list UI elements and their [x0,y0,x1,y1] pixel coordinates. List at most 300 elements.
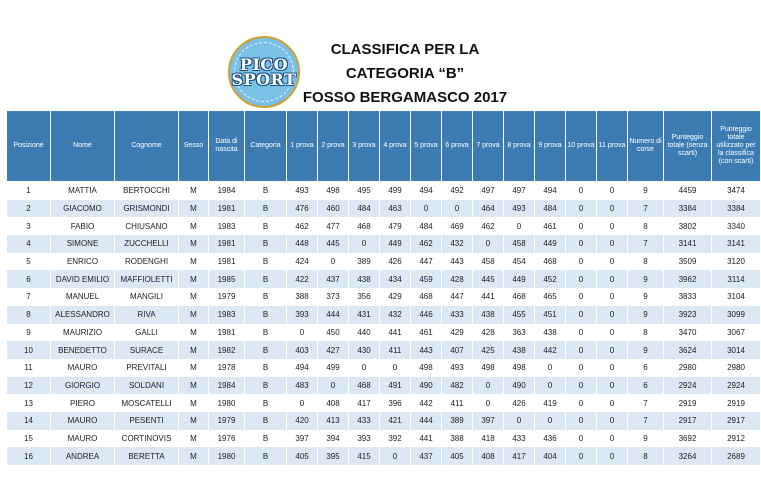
table-cell: 444 [318,306,349,324]
table-cell: 2924 [712,377,761,395]
table-cell: B [245,324,287,342]
table-cell: B [245,306,287,324]
table-cell: 0 [597,306,628,324]
table-cell: 3833 [664,288,712,306]
table-cell: 493 [442,359,473,377]
table-cell: 9 [628,182,664,200]
table-cell: 0 [504,217,535,235]
table-cell: B [245,359,287,377]
table-cell: 2912 [712,430,761,448]
table-cell: 8 [628,253,664,271]
table-cell: 0 [535,412,566,430]
table-cell: 0 [566,324,597,342]
pico-sport-logo [228,36,300,108]
table-cell: 476 [287,200,318,218]
table-cell: 1979 [209,288,245,306]
table-cell: 3509 [664,253,712,271]
table-cell: B [245,430,287,448]
table-row [7,200,761,218]
table-cell: 413 [318,412,349,430]
table-cell: 392 [380,430,411,448]
table-cell: 363 [504,324,535,342]
table-cell: 2980 [664,359,712,377]
column-header: 2 prova [318,111,349,182]
table-cell: 454 [504,253,535,271]
column-header: 3 prova [349,111,380,182]
table-cell: 477 [318,217,349,235]
table-cell: 497 [504,182,535,200]
table-cell: 3802 [664,217,712,235]
table-cell: PESENTI [115,412,179,430]
table-cell: 0 [597,447,628,465]
table-cell: 2917 [712,412,761,430]
table-cell: GRISMONDI [115,200,179,218]
table-cell: M [179,200,209,218]
table-cell: 484 [411,217,442,235]
title-line-3: FOSSO BERGAMASCO 2017 [302,89,508,106]
table-cell: 1981 [209,324,245,342]
table-row [7,430,761,448]
table-cell: 3141 [664,235,712,253]
table-cell: 437 [411,447,442,465]
table-cell: 498 [473,359,504,377]
table-cell: 9 [628,341,664,359]
table-cell: 450 [318,324,349,342]
table-cell: 498 [411,359,442,377]
table-cell: 1 [7,182,51,200]
table-cell: 443 [442,253,473,271]
table-cell: M [179,412,209,430]
table-cell: 431 [349,306,380,324]
table-row [7,235,761,253]
column-header: Data di nascita [209,111,245,182]
table-cell: 2924 [664,377,712,395]
table-cell: 16 [7,447,51,465]
table-cell: 0 [566,253,597,271]
table-cell: 441 [473,288,504,306]
table-cell: GIORGIO [51,377,115,395]
table-cell: M [179,447,209,465]
table-cell: 438 [349,270,380,288]
table-cell: 11 [7,359,51,377]
table-cell: 1976 [209,430,245,448]
table-cell: 3624 [664,341,712,359]
table-cell: 397 [287,430,318,448]
table-cell: M [179,217,209,235]
table-cell: 0 [380,359,411,377]
table-row [7,182,761,200]
table-cell: CORTINOVIS [115,430,179,448]
table-cell: BERETTA [115,447,179,465]
table-cell: 432 [380,306,411,324]
table-cell: 2 [7,200,51,218]
table-cell: 482 [442,377,473,395]
table-cell: 0 [504,412,535,430]
column-header: 4 prova [380,111,411,182]
table-cell: 441 [380,324,411,342]
table-cell: 451 [535,306,566,324]
table-cell: PIERO [51,394,115,412]
table-cell: 14 [7,412,51,430]
table-row [7,412,761,430]
table-cell: 0 [318,253,349,271]
table-cell: MOSCATELLI [115,394,179,412]
table-cell: 493 [287,182,318,200]
table-cell: 1980 [209,394,245,412]
table-cell: 0 [597,217,628,235]
table-row [7,359,761,377]
table-cell: 0 [566,306,597,324]
page-title [300,38,510,110]
table-cell: 443 [411,341,442,359]
table-cell: 1979 [209,412,245,430]
table-cell: 6 [628,377,664,395]
table-cell: M [179,377,209,395]
table-cell: 428 [442,270,473,288]
table-cell: 396 [380,394,411,412]
table-cell: 465 [535,288,566,306]
table-cell: 458 [473,253,504,271]
table-cell: 13 [7,394,51,412]
table-cell: MANGILI [115,288,179,306]
table-row [7,288,761,306]
table-cell: 420 [287,412,318,430]
table-cell: 0 [566,394,597,412]
table-cell: 468 [349,217,380,235]
table-cell: 2917 [664,412,712,430]
table-cell: RODENGHI [115,253,179,271]
table-cell: M [179,359,209,377]
table-cell: 0 [566,447,597,465]
table-cell: 0 [597,182,628,200]
table-cell: 0 [535,359,566,377]
table-cell: 0 [349,359,380,377]
table-cell: 499 [380,182,411,200]
table-cell: 3384 [664,200,712,218]
table-cell: MANUEL [51,288,115,306]
table-cell: 1983 [209,306,245,324]
column-header: 1 prova [287,111,318,182]
column-header: Sesso [179,111,209,182]
table-cell: B [245,447,287,465]
table-cell: ALESSANDRO [51,306,115,324]
table-cell: 7 [628,235,664,253]
table-cell: 0 [597,235,628,253]
table-cell: 463 [380,200,411,218]
table-cell: 0 [597,412,628,430]
table-cell: 461 [411,324,442,342]
table-cell: 479 [380,217,411,235]
table-cell: 2980 [712,359,761,377]
table-header-row [7,111,761,182]
table-cell: 8 [628,217,664,235]
table-cell: M [179,235,209,253]
table-cell: 460 [318,200,349,218]
table-cell: ZUCCHELLI [115,235,179,253]
table-cell: SIMONE [51,235,115,253]
table-cell: 7 [628,394,664,412]
table-cell: 7 [7,288,51,306]
title-line-1: CLASSIFICA PER LA [330,41,480,58]
table-cell: ANDREA [51,447,115,465]
table-cell: 424 [287,253,318,271]
table-cell: 9 [628,288,664,306]
column-header: Cognome [115,111,179,182]
table-cell: 408 [318,394,349,412]
table-cell: 0 [287,324,318,342]
table-cell: 0 [597,324,628,342]
table-cell: 407 [442,341,473,359]
table-cell: 408 [473,447,504,465]
table-cell: B [245,182,287,200]
table-cell: B [245,217,287,235]
table-cell: 0 [566,377,597,395]
table-cell: 8 [628,447,664,465]
table-cell: 442 [535,341,566,359]
table-cell: 494 [535,182,566,200]
table-cell: 462 [473,217,504,235]
table-cell: 0 [566,341,597,359]
table-cell: M [179,288,209,306]
table-cell: M [179,430,209,448]
table-row [7,377,761,395]
table-cell: 0 [566,288,597,306]
table-cell: 498 [318,182,349,200]
table-body [7,182,761,466]
table-cell: 3470 [664,324,712,342]
table-cell: 444 [411,412,442,430]
table-cell: BENEDETTO [51,341,115,359]
table-cell: 433 [504,430,535,448]
table-cell: 3962 [664,270,712,288]
table-cell: 7 [628,412,664,430]
table-cell: 1981 [209,253,245,271]
table-cell: 3099 [712,306,761,324]
table-cell: 1980 [209,447,245,465]
table-cell: 12 [7,377,51,395]
table-cell: 1981 [209,200,245,218]
table-cell: 491 [380,377,411,395]
table-cell: 495 [349,182,380,200]
table-cell: 0 [411,200,442,218]
table-cell: 0 [473,377,504,395]
table-cell: 0 [597,394,628,412]
table-cell: B [245,394,287,412]
column-header: Numero di corse [628,111,664,182]
table-cell: B [245,253,287,271]
table-cell: 462 [287,217,318,235]
column-header: Nome [51,111,115,182]
table-cell: B [245,412,287,430]
table-cell: 433 [442,306,473,324]
table-cell: 7 [628,200,664,218]
table-cell: 0 [597,430,628,448]
table-cell: 429 [442,324,473,342]
table-cell: 494 [287,359,318,377]
table-cell: 0 [566,217,597,235]
table-cell: 10 [7,341,51,359]
title-line-2: CATEGORIA “B” [345,65,465,82]
table-cell: 1982 [209,341,245,359]
table-cell: 0 [442,200,473,218]
table-cell: 483 [287,377,318,395]
table-cell: MAURO [51,430,115,448]
table-cell: DAVID EMILIO [51,270,115,288]
table-row [7,306,761,324]
table-cell: 356 [349,288,380,306]
table-cell: MAFFIOLETTI [115,270,179,288]
table-cell: 395 [318,447,349,465]
table-cell: 428 [473,324,504,342]
table-cell: 3474 [712,182,761,200]
table-cell: 490 [411,377,442,395]
table-cell: BERTOCCHI [115,182,179,200]
table-cell: 411 [380,341,411,359]
table-cell: PREVITALI [115,359,179,377]
table-cell: 415 [349,447,380,465]
table-cell: GALLI [115,324,179,342]
table-cell: 405 [442,447,473,465]
table-cell: 459 [411,270,442,288]
table-row [7,341,761,359]
table-cell: 0 [597,253,628,271]
table-cell: 426 [504,394,535,412]
table-cell: B [245,341,287,359]
table-cell: 445 [318,235,349,253]
table-row [7,324,761,342]
table-cell: 0 [566,182,597,200]
table-cell: 422 [287,270,318,288]
column-header: Punteggio totale utilizzato per la classifica (con scarti) [712,111,761,182]
table-cell: 447 [442,288,473,306]
table-cell: 3067 [712,324,761,342]
table-cell: 403 [287,341,318,359]
table-cell: 9 [7,324,51,342]
table-cell: CHIUSANO [115,217,179,235]
table-cell: 0 [535,377,566,395]
table-cell: 389 [442,412,473,430]
table-cell: 0 [473,235,504,253]
table-cell: 3114 [712,270,761,288]
table-cell: M [179,306,209,324]
column-header: Posizione [7,111,51,182]
table-cell: 0 [566,412,597,430]
table-cell: 446 [411,306,442,324]
table-cell: B [245,288,287,306]
table-cell: 468 [504,288,535,306]
table-cell: M [179,270,209,288]
table-cell: 0 [473,394,504,412]
table-cell: B [245,377,287,395]
table-cell: 6 [628,359,664,377]
table-cell: 2919 [712,394,761,412]
table-cell: RIVA [115,306,179,324]
table-cell: 3120 [712,253,761,271]
table-cell: 452 [535,270,566,288]
table-cell: 389 [349,253,380,271]
table-cell: 0 [597,288,628,306]
table-cell: 1984 [209,377,245,395]
table-cell: 427 [318,341,349,359]
table-cell: 497 [473,182,504,200]
table-cell: 8 [7,306,51,324]
table-cell: 432 [442,235,473,253]
column-header: Punteggio totale (senza scarti) [664,111,712,182]
table-cell: 438 [504,341,535,359]
table-cell: 417 [349,394,380,412]
table-cell: 426 [380,253,411,271]
table-cell: 494 [411,182,442,200]
ranking-table [6,110,761,465]
table-cell: 404 [535,447,566,465]
table-cell: B [245,200,287,218]
column-header: 7 prova [473,111,504,182]
table-cell: SURACE [115,341,179,359]
table-cell: 418 [473,430,504,448]
table-cell: 438 [535,324,566,342]
table-cell: 445 [473,270,504,288]
table-cell: 1981 [209,235,245,253]
table-cell: 461 [535,217,566,235]
table-cell: 9 [628,430,664,448]
table-cell: 3141 [712,235,761,253]
table-cell: 397 [473,412,504,430]
table-cell: M [179,394,209,412]
column-header: 6 prova [442,111,473,182]
table-cell: 5 [7,253,51,271]
table-cell: 0 [380,447,411,465]
table-cell: 449 [380,235,411,253]
table-cell: 490 [504,377,535,395]
table-cell: M [179,253,209,271]
table-cell: 425 [473,341,504,359]
column-header: Categoria [245,111,287,182]
table-cell: 6 [7,270,51,288]
table-cell: 0 [566,200,597,218]
table-cell: 0 [318,377,349,395]
logo-line-2: SPORT [231,70,297,89]
column-header: 5 prova [411,111,442,182]
table-cell: 2919 [664,394,712,412]
table-cell: 468 [535,253,566,271]
table-cell: 0 [566,359,597,377]
table-cell: 434 [380,270,411,288]
table-cell: MAURO [51,412,115,430]
table-cell: 462 [411,235,442,253]
table-cell: 8 [628,324,664,342]
table-cell: 3 [7,217,51,235]
table-cell: 9 [628,306,664,324]
table-cell: 464 [473,200,504,218]
table-cell: 3014 [712,341,761,359]
table-cell: 455 [504,306,535,324]
column-header: 8 prova [504,111,535,182]
table-cell: 0 [597,200,628,218]
table-row [7,217,761,235]
table-cell: 411 [442,394,473,412]
table-cell: 493 [504,200,535,218]
table-cell: 484 [349,200,380,218]
table-cell: 498 [504,359,535,377]
table-cell: 3264 [664,447,712,465]
table-cell: 492 [442,182,473,200]
table-row [7,253,761,271]
column-header: 10 prova [566,111,597,182]
table-cell: 3340 [712,217,761,235]
table-cell: 438 [473,306,504,324]
table-cell: 373 [318,288,349,306]
table-cell: SOLDANI [115,377,179,395]
